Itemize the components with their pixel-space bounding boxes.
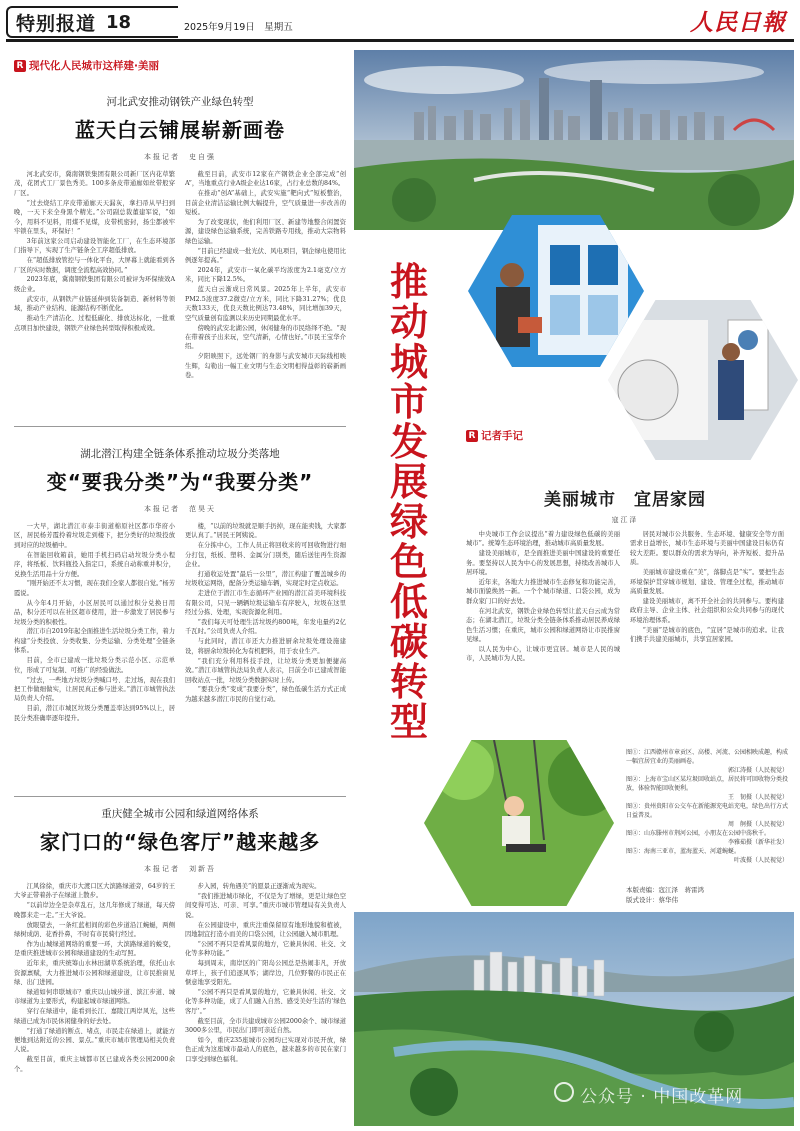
- caption-text: 图①：江西赣州市章贡区、高楼、河流、公园相映成趣，构成一幅宜居宜业的美丽画卷。: [626, 749, 789, 765]
- paragraph: 打通收运处置“最后一公里”，潜江构建了覆盖城乡的垃圾收运网络，配备分类运输车辆，实现定时定点收运。: [185, 571, 346, 588]
- paragraph: 为了改变现状，他们利用厂区、新建等地整合闲置资源，建设绿色运输系统，完善铁路专用线，推动大宗物料绿色运输。: [185, 219, 346, 245]
- caption-item: [626, 847, 788, 865]
- paragraph: “要我分类”变成“我要分类”，绿色低碳生活方式正成为越来越多潜江市民的自觉行动。: [185, 686, 346, 703]
- caption-item: [626, 748, 788, 775]
- caption-credit: 叶波摄（人民视觉）: [733, 857, 788, 864]
- photo-ev-charging: [608, 300, 798, 460]
- article-byline: 本报记者 史自强: [144, 153, 216, 161]
- paragraph: 截至目前，重庆主城都市区已建成各类公园2000余个。: [14, 1056, 175, 1073]
- commentary-headline: 美丽城市 宜居家园: [544, 490, 706, 510]
- article-body: [14, 170, 346, 381]
- paragraph: 傍晚的武安北湖公园，休闲健身的市民络绎不绝。“现在带着孩子出来玩，空气清新，心情也好。”市民王宝华介绍。: [185, 324, 346, 351]
- article-col-1: [14, 882, 175, 1075]
- paragraph: 2024年，武安市一氧化碳平均浓度为2.1毫克/立方米，同比下降12.5%。: [185, 267, 346, 284]
- article-kicker: 重庆健全城市公园和绿道网络体系: [101, 808, 259, 820]
- commentary-col-2: [630, 530, 784, 664]
- article-wuan: [14, 94, 346, 381]
- paragraph: 在分拣中心，工作人员正将回收来的可回收物进行细分打包，纸板、塑料、金属分门别类，随后送往再生资源企业。: [185, 542, 346, 569]
- section-divider: [14, 426, 346, 427]
- editor-credit: 本版责编：寇江泽 蒋雷鸿: [626, 886, 704, 894]
- paragraph: 一大早，湖北潜江市泰丰街道棉原社区都市华府小区，居民杨芳霞拎着垃圾走到楼下，把分类好的垃圾投放到对应的垃圾桶中。: [14, 523, 175, 549]
- paragraph: 楼，“以前的垃圾就是顺手扔掉，现在能卖钱，大家都更认真了。”居民王阿姨说。: [185, 523, 346, 540]
- article-byline: 本报记者 刘新吾: [144, 865, 216, 873]
- caption-item: [626, 829, 788, 847]
- article-headline: 蓝天白云铺展崭新画卷: [75, 118, 285, 142]
- issue-date: 2025年9月19日 星期五: [184, 22, 293, 33]
- article-col-2: [185, 882, 346, 1075]
- article-chongqing: [14, 806, 346, 1075]
- paragraph: “美丽”是城市的底色，“宜居”是城市的追求。让我们携手共建美丽城市，共享宜居家园。: [630, 626, 784, 643]
- paragraph: “过去，一些地方垃圾分类喊口号、走过场，现在我们把工作做细做实，让居民真正参与进来。”潜江市城管执法局负责人介绍。: [14, 676, 175, 703]
- child-swing-illustration: [424, 740, 614, 906]
- photo-city-skyline: [354, 50, 794, 230]
- caption-credit: 李雅茹摄（新华社发）: [727, 839, 788, 846]
- commentary-body: [466, 530, 784, 664]
- paragraph: “我们推进城市绿化，不仅是为了增绿，更是让绿色空间变得可达、可亲、可享。”重庆市城市管理局有关负责人说。: [185, 892, 346, 919]
- photo-recycling-station: [468, 215, 644, 367]
- column-tag-text: 现代化人民城市这样建·美丽: [29, 60, 159, 72]
- paragraph: 截至目前，武安市12家在产钢铁企业全部完成“创A”，当地重点行业A级企业达16家，占行业总数的84%。: [185, 171, 346, 188]
- commentary-byline: 寇江泽: [611, 516, 639, 524]
- caption-text: 图②：上海市宝山区某垃圾回收站点，居民将可回收物分类投放，体验智能回收便利。: [626, 776, 789, 792]
- paragraph: 绿道如何串联城市？重庆以山城步道、滨江步道、城市绿道为主要形式，构建起城市绿道网络。: [14, 988, 175, 1006]
- paragraph: 居民对城市公共服务、生态环境、健康安全等方面需求日益增长，城市生态环境与美丽中国建设目标仍有较大差距。要以群众的需求为导向，补齐短板、提升品质。: [630, 531, 784, 567]
- article-headline: 变“要我分类”为“我要分类”: [46, 470, 314, 494]
- paragraph: 在推动“创A”基础上，武安实施“靶向式”短板整治，目前企业清洁运输比例大幅提升，空气质量进一步改善的短板。: [185, 190, 346, 217]
- photo-captions: [626, 748, 788, 865]
- paragraph: 蓝天白云渐成日常风景。2025年上半年，武安市PM2.5浓度37.2微克/立方米，同比下降31.27%；优良天数133天，优良天数比例达73.48%，同比增加39天，空气质量创有监测以来历史同期最优水平。: [185, 286, 346, 322]
- paragraph: 近年来，各地大力推进城市生态修复和功能完善，城市面貌焕然一新。一个个城市绿道、口袋公园，成为群众家门口的好去处。: [466, 579, 620, 605]
- paragraph: 如今，重庆235座城市公园均已实现对市民开放，绿色正成为这座城市最动人的底色，越来越多的市民在家门口享受到绿色福利。: [185, 1037, 346, 1063]
- page-credits: [626, 885, 704, 905]
- masthead: [0, 0, 800, 44]
- paragraph: 在公园建设中，重庆注重保留原有地形地貌和植被，因地制宜打造小而美的口袋公园，让公园融入城市肌理。: [185, 921, 346, 939]
- photo-child-swing: [424, 740, 614, 906]
- paragraph: 中央城市工作会议提出“着力建设绿色低碳的美丽城市”。统筹生态环境治理，推动城市高质量发展。: [466, 531, 620, 548]
- article-headline: 家门口的“绿色客厅”越来越多: [39, 830, 321, 854]
- paragraph: “过去烧结工序皮带通廊天天漏灰，拿扫帚从早扫到晚，一天下来全身黑个精光。”公司副总裁董建军说，“如今，用料不见料，用煤不见煤，皮带机密封，扬尘都被牢牢锁在里头，环保好！”: [14, 199, 175, 235]
- newspaper-logo: 人民日報: [690, 9, 786, 36]
- paragraph: 在智能回收箱前，她用手机扫码启动垃圾分类小程序，将纸板、饮料瓶投入指定口，系统自动称重并积分，兑换生活用品十分方便。: [14, 551, 175, 578]
- paragraph: 美丽城市建设重在“美”，落脚点是“实”。要把生态环境保护贯穿城市规划、建设、管理全过程，推动城市高质量发展。: [630, 569, 784, 595]
- caption-credit: 周 舸摄（人民视觉）: [727, 821, 788, 828]
- paragraph: 武安市，从钢铁产业链延伸到装备制造、新材料等领域，推动产业结构、能源结构不断优化。: [14, 295, 175, 313]
- watermark-text: 公众号 · 中国改革网: [580, 1087, 744, 1107]
- city-skyline-illustration: [354, 50, 794, 230]
- page-number: 18: [106, 11, 132, 33]
- article-kicker: 湖北潜江构建全链条体系推动垃圾分类落地: [80, 448, 280, 460]
- article-col-1: [14, 522, 175, 724]
- paragraph: “以前岸边全是杂草乱石，这几年修成了绿道，每天傍晚都来走一走。”王大爷说。: [14, 902, 175, 919]
- paragraph: 建设美丽城市，离不开全社会的共同参与。要构建政府主导、企业主体、社会组织和公众共同参与的现代环境治理体系。: [630, 597, 784, 624]
- wechat-watermark-icon: [554, 1082, 574, 1102]
- paragraph: 截至目前，全市共建成城市公园2000余个、城市绿道3000多公里，市民出门即可亲近自然。: [185, 1017, 346, 1035]
- article-col-2: [185, 522, 346, 724]
- paragraph: 近年来，重庆统筹山水林田湖草系统治理，依托山水资源禀赋，大力推进城市公园和绿道建设，让市民推窗见绿、出门进园。: [14, 960, 175, 987]
- paragraph: 放眼望去，一条红蓝相间的彩色步道沿江蜿蜒，两侧绿树成荫、花香扑鼻，不时有市民骑行经过。: [14, 921, 175, 939]
- paragraph: 3年前这家公司启动建设智能化工厂，在生态环境部门指导下，实现了生产链条全工序超低排放。: [14, 237, 175, 255]
- design-credit: 版式设计：蔡华伟: [626, 896, 678, 904]
- paragraph: 目前，全市已建成一批垃圾分类示范小区、示范单位，形成了可复制、可推广的经验做法。: [14, 657, 175, 674]
- caption-text: 图③：贵州贵阳市公交车在新能源充电站充电，绿色出行方式日益普及。: [626, 803, 789, 819]
- paragraph: 与此同时，潜江市还大力推进厨余垃圾处理设施建设，将厨余垃圾转化为有机肥料，用于农业生产。: [185, 638, 346, 655]
- caption-item: [626, 802, 788, 829]
- paragraph: 步入园，转角遇美”的愿景正逐渐成为现实。: [197, 883, 321, 890]
- article-body: [14, 522, 346, 724]
- paragraph: “目前已经建成一批光伏、风电项目，钢企绿电使用比例逐年提高。”: [185, 247, 346, 265]
- paragraph: 夕阳映照下，远处钢厂的身影与武安城市天际线相映生辉，勾勒出一幅工业文明与生态文明相得益彰的崭新画卷。: [185, 353, 346, 380]
- paragraph: 建设美丽城市，是全面推进美丽中国建设的重要任务。要坚持以人民为中心的发展思想，持续改善城市人居环境。: [466, 550, 620, 577]
- caption-credit: 郭江涛摄（人民视觉）: [727, 767, 788, 774]
- caption-credit: 王 韧摄（人民视觉）: [727, 794, 788, 801]
- caption-text: 图④：山东滕州市荆河公园，小朋友在公园中荡秋千。: [626, 830, 771, 837]
- paragraph: 每到周末，南岸区的广阳岛公园总是热闹非凡，开放草坪上，孩子们追逐风筝；湖岸边，几位野餐的市民正在惬意地享受阳光。: [185, 960, 346, 987]
- column-tag: [14, 58, 159, 73]
- paragraph: “公园不再只是看风景的地方，它兼具休闲、社交、文化等多种功能，成了人们融入自然、感受美好生活的‘绿色客厅’。”: [185, 988, 346, 1015]
- paragraph: 穿行在绿道中，能看到长江、嘉陵江两岸风光，这些绿道已成为市民休闲健身的好去处。: [14, 1008, 175, 1025]
- ev-charging-illustration: [608, 300, 798, 460]
- paragraph: “打通了绿道的断点、堵点，市民走在绿道上，就能方便地到达附近的公园、景点。”重庆市城市管理局相关负责人说。: [14, 1027, 175, 1054]
- paragraph: 推动生产清洁化、过程低碳化、排放达标化，一批重点项目加快建设，钢铁产业绿色转型取得积极成效。: [14, 315, 175, 332]
- paragraph: “我们充分利用科技手段，让垃圾分类更加便捷高效。”潜江市城管执法局负责人表示，目前全市已建成智能回收站点一批，垃圾分类数据实时上传。: [185, 657, 346, 684]
- section-name: 特别报道: [16, 12, 97, 35]
- article-byline: 本报记者 范昊天: [144, 505, 216, 513]
- commentary-tag-text: 记者手记: [481, 430, 523, 442]
- paragraph: 河北武安市，冀南钢铁集团有限公司新厂区内花草繁茂，花团式工厂景色秀美。100多条皮带通廊如丝带般穿厂区。: [14, 171, 175, 197]
- r-badge-icon: R: [466, 430, 478, 442]
- paragraph: 在“超低排放管控与一体化平台，大屏幕上就能看到各厂区的实时数据，调度全流程高效协同。”: [14, 257, 175, 274]
- r-badge-icon: R: [14, 60, 26, 72]
- article-body: [14, 882, 346, 1075]
- paragraph: 在河北武安，钢铁企业绿色转型让蓝天白云成为常态；在湖北潜江，垃圾分类全链条体系推动居民养成绿色生活习惯；在重庆，城市公园和绿道网络让市民推窗见绿。: [466, 607, 620, 643]
- feature-vertical-title: 推动城市发展绿色低碳转型: [389, 260, 428, 744]
- paragraph: 江风徐徐，重庆市大渡口区大滨路绿道旁，64岁的王大爷正带着孙子在绿道上散步。: [14, 883, 175, 900]
- paragraph: 以人民为中心，让城市更宜居。城市是人民的城市，人民城市为人民。: [466, 645, 620, 663]
- article-qianjiang: [14, 446, 346, 724]
- paragraph: 作为山城绿道网络的重要一环，大滨路绿道的蜕变，是重庆推进城市公园和绿道建设的生动写照。: [14, 940, 175, 958]
- article-kicker: 河北武安推动钢铁产业绿色转型: [106, 96, 254, 108]
- paragraph: “刚开始还不太习惯，现在我们全家人都很自觉。”杨芳霞说。: [14, 580, 175, 597]
- paragraph: 2023年底，冀南钢铁集团有限公司被评为环保绩效A级企业。: [14, 276, 175, 293]
- paragraph: “我们每天可处理生活垃圾约800吨，年发电量约2亿千瓦时。”公司负责人介绍。: [185, 619, 346, 636]
- article-col-1: [14, 170, 175, 381]
- paragraph: 从今年4月开始，小区居民可以通过积分兑换日用品，积分还可以在社区超市使用，进一步激发了居民参与垃圾分类的积极性。: [14, 599, 175, 626]
- commentary-col-1: [466, 530, 620, 664]
- section-band: [6, 6, 178, 38]
- section-divider: [14, 796, 346, 797]
- caption-item: [626, 775, 788, 802]
- paragraph: 目前，潜江市城区垃圾分类覆盖率达到95%以上，居民分类准确率逐年提升。: [14, 705, 175, 722]
- paragraph: 潜江市自2019年起全面推进生活垃圾分类工作，着力构建“分类投放、分类收集、分类运输、分类处理”全链条体系。: [14, 628, 175, 655]
- paragraph: “公园不再只是看风景的地方，它兼具休闲、社交、文化等多种功能。”: [185, 940, 346, 958]
- commentary-tag: [466, 428, 523, 443]
- paragraph: 走进位于潜江市生态循环产业园的潜江首美环境科技有限公司，只见一辆辆垃圾运输车有序驶入，垃圾在这里经过分拣、处理，实现资源化利用。: [185, 590, 346, 617]
- header-rule: [6, 39, 794, 42]
- caption-text: 图⑤：海南三亚市，蓝海蓝天、河道蜿蜒。: [626, 848, 741, 855]
- recycling-station-illustration: [468, 215, 644, 367]
- article-col-2: [185, 170, 346, 381]
